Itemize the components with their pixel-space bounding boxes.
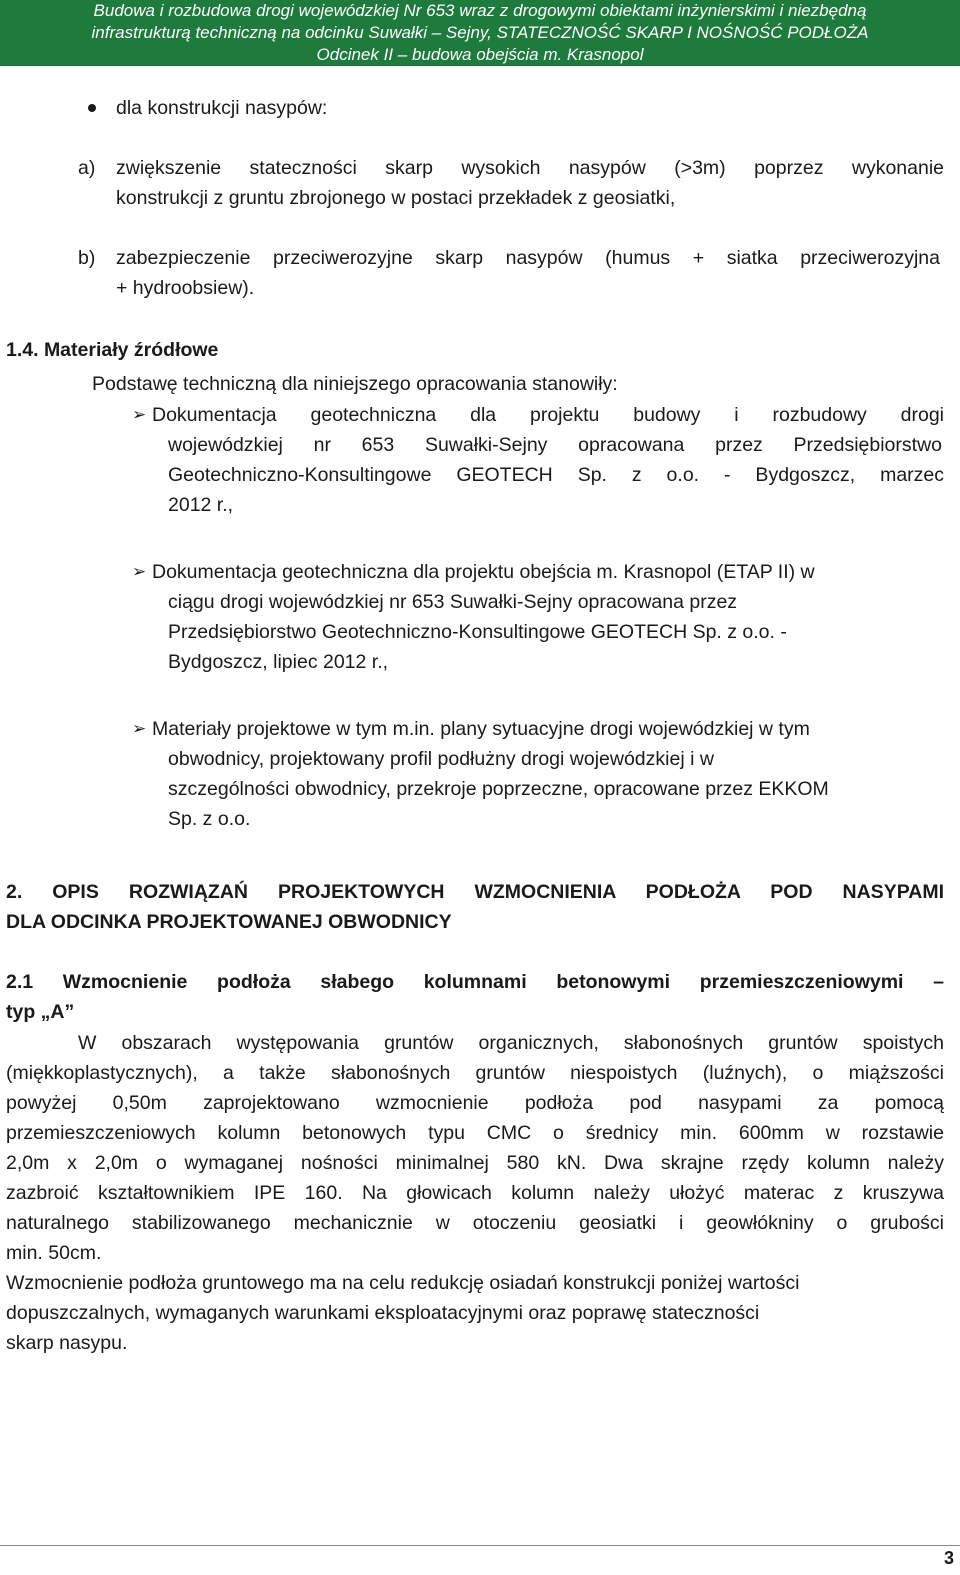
paragraph-1-line-4: przemieszczeniowych kolumn betonowych typu CMC o średnicy min. 600mm w rozstawie: [6, 1122, 944, 1144]
paragraph-1-line-3: powyżej 0,50m zaprojektowano wzmocnienie podłoża pod nasypami za pomocą: [6, 1092, 944, 1114]
header-line-2: infrastrukturą techniczną na odcinku Suwałki – Sejny, STATECZNOŚĆ SKARP I NOŚNOŚĆ PODŁOŻA: [91, 23, 869, 42]
list-b-line-2: + hydroobsiew).: [116, 277, 255, 299]
paragraph-2-line-3: skarp nasypu.: [6, 1332, 128, 1354]
header-line-3: Odcinek II – budowa obejścia m. Krasnopol: [316, 45, 644, 64]
section-2-heading-line-2: DLA ODCINKA PROJEKTOWANEJ OBWODNICY: [6, 911, 452, 933]
list-a-marker: a): [78, 157, 96, 179]
section-1-4-heading: 1.4. Materiały źródłowe: [6, 339, 219, 361]
paragraph-1-line-1: W obszarach występowania gruntów organicznych, słabonośnych gruntów spoistych: [78, 1032, 944, 1054]
source-item-3-line-3: szczególności obwodnicy, przekroje poprzeczne, opracowane przez EKKOM: [168, 778, 829, 800]
source-item-3-line-4: Sp. z o.o.: [168, 808, 251, 830]
paragraph-1-line-5: 2,0m x 2,0m o wymaganej nośności minimalnej 580 kN. Dwa skrajne rzędy kolumn należy: [6, 1152, 944, 1174]
paragraph-1-line-2: (miękkoplastycznych), a także słabonośnych gruntów niespoistych (luźnych), o miąższości: [6, 1062, 944, 1084]
paragraph-2-line-1: Wzmocnienie podłoża gruntowego ma na celu redukcję osiadań konstrukcji poniżej wartości: [6, 1272, 800, 1294]
bullet-item-text: dla konstrukcji nasypów:: [116, 97, 328, 119]
source-item-1-line-2: wojewódzkiej nr 653 Suwałki-Sejny opracowana przez Przedsiębiorstwo: [168, 434, 942, 456]
source-item-1-line-1: Dokumentacja geotechniczna dla projektu budowy i rozbudowy drogi: [152, 404, 944, 426]
list-a-line-2: konstrukcji z gruntu zbrojonego w postaci przekładek z geosiatki,: [116, 187, 676, 209]
paragraph-1-line-6: zazbroić kształtownikiem IPE 160. Na głowicach kolumn należy ułożyć materac z kruszywa: [6, 1182, 944, 1204]
section-2-1-heading-line-1: 2.1 Wzmocnienie podłoża słabego kolumnami betonowymi przemieszczeniowymi –: [6, 971, 944, 993]
section-2-1-heading-line-2: typ „A”: [6, 1001, 75, 1023]
header-line-1: Budowa i rozbudowa drogi wojewódzkiej Nr 653 wraz z drogowymi obiektami inżynierskimi i niezbędną: [93, 1, 867, 20]
source-item-2-line-1: Dokumentacja geotechniczna dla projektu obejścia m. Krasnopol (ETAP II) w: [152, 561, 815, 583]
source-item-3-line-1: Materiały projektowe w tym m.in. plany sytuacyjne drogi wojewódzkiej w tym: [152, 718, 810, 740]
source-item-2-line-2: ciągu drogi wojewódzkiej nr 653 Suwałki-Sejny opracowana przez: [168, 591, 738, 613]
source-item-2-line-4: Bydgoszcz, lipiec 2012 r.,: [168, 651, 389, 673]
section-1-4-intro: Podstawę techniczną dla niniejszego opracowania stanowiły:: [92, 373, 618, 395]
arrow-bullet-icon: ➢: [132, 719, 147, 738]
source-item-1-line-4: 2012 r.,: [168, 494, 234, 516]
document-header: [0, 0, 960, 66]
footer-divider: [0, 1545, 960, 1546]
source-item-1-line-3: Geotechniczno-Konsultingowe GEOTECH Sp. z o.o. - Bydgoszcz, marzec: [168, 464, 944, 486]
list-b-marker: b): [78, 247, 96, 269]
source-item-2-line-3: Przedsiębiorstwo Geotechniczno-Konsultingowe GEOTECH Sp. z o.o. -: [168, 621, 787, 643]
paragraph-2-line-2: dopuszczalnych, wymaganych warunkami eksploatacyjnymi oraz poprawę stateczności: [6, 1302, 760, 1324]
paragraph-1-line-8: min. 50cm.: [6, 1242, 102, 1264]
section-2-heading-line-1: 2. OPIS ROZWIĄZAŃ PROJEKTOWYCH WZMOCNIENIA PODŁOŻA POD NASYPAMI: [6, 881, 944, 903]
arrow-bullet-icon: ➢: [132, 562, 147, 581]
list-a-line-1: zwiększenie stateczności skarp wysokich nasypów (>3m) poprzez wykonanie: [116, 157, 944, 179]
bullet-dot-icon: [88, 104, 96, 112]
list-b-line-1: zabezpieczenie przeciwerozyjne skarp nasypów (humus + siatka przeciwerozyjna: [116, 247, 940, 269]
source-item-3-line-2: obwodnicy, projektowany profil podłużny drogi wojewódzkiej i w: [168, 748, 714, 770]
page-number: 3: [943, 1548, 954, 1568]
arrow-bullet-icon: ➢: [132, 405, 147, 424]
paragraph-1-line-7: naturalnego stabilizowanego mechanicznie w otoczeniu geosiatki i geowłókniny o grubości: [6, 1212, 944, 1234]
